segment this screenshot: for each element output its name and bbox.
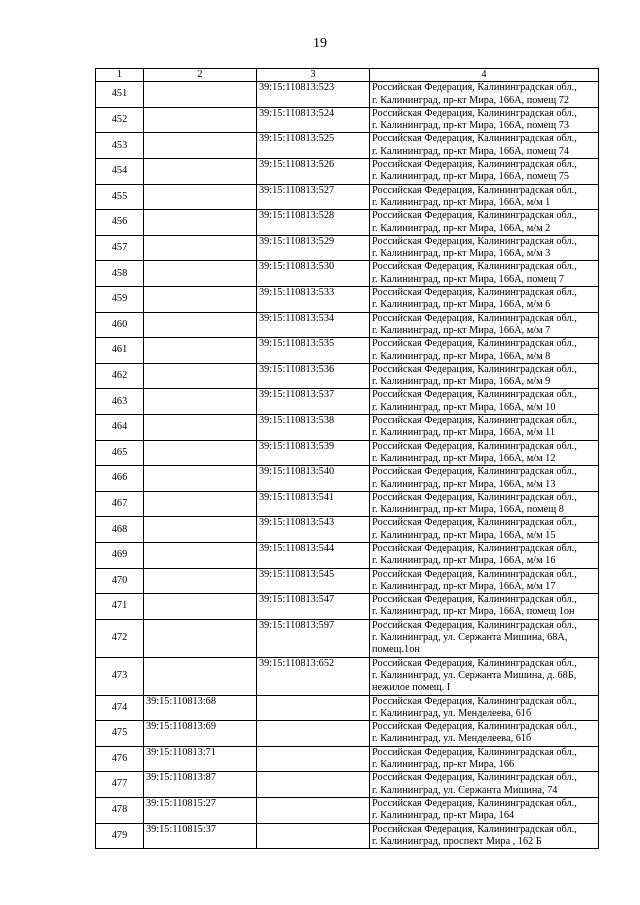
cadastral-number-land: 39:15:110813:68 — [144, 695, 257, 721]
cadastral-number-object: 39:15:110813:524 — [257, 107, 370, 133]
cadastral-number-object: 39:15:110813:547 — [257, 594, 370, 620]
row-number: 475 — [96, 721, 144, 747]
object-address: Российская Федерация, Калининградская обл., г. Калининград, пр-кт Мира, 166А, м/м 2 — [370, 210, 599, 236]
row-number: 464 — [96, 415, 144, 441]
column-header-3: 3 — [257, 69, 370, 82]
cadastral-number-land — [144, 389, 257, 415]
page-number: 19 — [313, 36, 327, 51]
object-address: Российская Федерация, Калининградская обл., г. Калининград, пр-кт Мира, 166А, помещ 72 — [370, 82, 599, 108]
column-header-4: 4 — [370, 69, 599, 82]
cadastral-number-object: 39:15:110813:541 — [257, 491, 370, 517]
row-number: 455 — [96, 184, 144, 210]
table-row — [96, 210, 599, 236]
object-address: Российская Федерация, Калининградская обл., г. Калининград, пр-кт Мира, 166А, м/м 1 — [370, 184, 599, 210]
cadastral-number-object — [257, 721, 370, 747]
cadastral-number-land — [144, 210, 257, 236]
row-number: 473 — [96, 657, 144, 695]
cadastral-number-object: 39:15:110813:534 — [257, 312, 370, 338]
cadastral-number-land — [144, 184, 257, 210]
cadastral-number-object: 39:15:110813:652 — [257, 657, 370, 695]
row-number: 462 — [96, 363, 144, 389]
table-row — [96, 466, 599, 492]
cadastral-number-land — [144, 594, 257, 620]
cadastral-number-land — [144, 517, 257, 543]
cadastral-number-land: 39:15:110815:27 — [144, 797, 257, 823]
cadastral-number-object: 39:15:110813:530 — [257, 261, 370, 287]
cadastral-number-object: 39:15:110813:533 — [257, 287, 370, 313]
row-number: 469 — [96, 542, 144, 568]
cadastral-number-land — [144, 159, 257, 185]
table-row — [96, 440, 599, 466]
object-address: Российская Федерация, Калининградская обл., г. Калининград, пр-кт Мира, 166А, м/м 10 — [370, 389, 599, 415]
table-row — [96, 133, 599, 159]
row-number: 463 — [96, 389, 144, 415]
object-address: Российская Федерация, Калининградская обл., г. Калининград, пр-кт Мира, 166А, помещ 1он — [370, 594, 599, 620]
cadastral-number-object: 39:15:110813:544 — [257, 542, 370, 568]
cadastral-number-land: 39:15:110813:87 — [144, 772, 257, 798]
table-row — [96, 491, 599, 517]
table-row — [96, 287, 599, 313]
cadastral-number-object: 39:15:110813:526 — [257, 159, 370, 185]
row-number: 467 — [96, 491, 144, 517]
table-row — [96, 184, 599, 210]
cadastral-number-land — [144, 235, 257, 261]
row-number: 457 — [96, 235, 144, 261]
row-number: 461 — [96, 338, 144, 364]
object-address: Российская Федерация, Калининградская обл., г. Калининград, пр-кт Мира, 164 — [370, 797, 599, 823]
table-row — [96, 721, 599, 747]
cadastral-number-land — [144, 82, 257, 108]
table-row — [96, 261, 599, 287]
table-row — [96, 235, 599, 261]
cadastral-number-object: 39:15:110813:545 — [257, 568, 370, 594]
row-number: 458 — [96, 261, 144, 287]
registry-table — [95, 68, 599, 849]
table-row — [96, 363, 599, 389]
cadastral-number-land — [144, 107, 257, 133]
row-number: 465 — [96, 440, 144, 466]
cadastral-number-land — [144, 363, 257, 389]
row-number: 472 — [96, 619, 144, 657]
table-row — [96, 312, 599, 338]
cadastral-number-object — [257, 797, 370, 823]
cadastral-number-object: 39:15:110813:535 — [257, 338, 370, 364]
object-address: Российская Федерация, Калининградская обл., г. Калининград, пр-кт Мира, 166А, помещ 8 — [370, 491, 599, 517]
cadastral-number-object: 39:15:110813:523 — [257, 82, 370, 108]
cadastral-number-land — [144, 312, 257, 338]
object-address: Российская Федерация, Калининградская обл., г. Калининград, пр-кт Мира, 166А, помещ 7 — [370, 261, 599, 287]
row-number: 454 — [96, 159, 144, 185]
object-address: Российская Федерация, Калининградская обл., г. Калининград, пр-кт Мира, 166А, м/м 3 — [370, 235, 599, 261]
row-number: 477 — [96, 772, 144, 798]
table-row — [96, 415, 599, 441]
cadastral-number-land — [144, 440, 257, 466]
cadastral-number-land — [144, 338, 257, 364]
row-number: 460 — [96, 312, 144, 338]
cadastral-number-land — [144, 261, 257, 287]
table-row — [96, 82, 599, 108]
cadastral-number-land: 39:15:110813:69 — [144, 721, 257, 747]
object-address: Российская Федерация, Калининградская обл., г. Калининград, пр-кт Мира, 166А, м/м 15 — [370, 517, 599, 543]
table-row — [96, 107, 599, 133]
object-address: Российская Федерация, Калининградская обл., г. Калининград, ул. Менделеева, 61б — [370, 695, 599, 721]
object-address: Российская Федерация, Калининградская обл., г. Калининград, пр-кт Мира, 166А, м/м 12 — [370, 440, 599, 466]
table-row — [96, 823, 599, 849]
table-row — [96, 772, 599, 798]
cadastral-number-land — [144, 133, 257, 159]
cadastral-number-land: 39:15:110813:71 — [144, 746, 257, 772]
cadastral-number-object — [257, 746, 370, 772]
table-row — [96, 159, 599, 185]
cadastral-number-object: 39:15:110813:538 — [257, 415, 370, 441]
row-number: 459 — [96, 287, 144, 313]
row-number: 474 — [96, 695, 144, 721]
table-row — [96, 797, 599, 823]
table-row — [96, 619, 599, 657]
table-row — [96, 517, 599, 543]
cadastral-number-object: 39:15:110813:540 — [257, 466, 370, 492]
cadastral-number-object: 39:15:110813:537 — [257, 389, 370, 415]
cadastral-number-land — [144, 287, 257, 313]
object-address: Российская Федерация, Калининградская обл., г. Калининград, пр-кт Мира, 166А, помещ 75 — [370, 159, 599, 185]
object-address: Российская Федерация, Калининградская обл., г. Калининград, ул. Сержанта Мишина, 74 — [370, 772, 599, 798]
row-number: 453 — [96, 133, 144, 159]
table-row — [96, 746, 599, 772]
cadastral-number-object: 39:15:110813:528 — [257, 210, 370, 236]
cadastral-number-land — [144, 491, 257, 517]
table-row — [96, 568, 599, 594]
cadastral-number-object — [257, 823, 370, 849]
cadastral-number-object: 39:15:110813:536 — [257, 363, 370, 389]
object-address: Российская Федерация, Калининградская обл., г. Калининград, пр-кт Мира, 166А, м/м 11 — [370, 415, 599, 441]
table-row — [96, 389, 599, 415]
object-address: Российская Федерация, Калининградская обл., г. Калининград, пр-кт Мира, 166А, помещ 74 — [370, 133, 599, 159]
object-address: Российская Федерация, Калининградская обл., г. Калининград, ул. Менделеева, 61б — [370, 721, 599, 747]
cadastral-number-land — [144, 542, 257, 568]
object-address: Российская Федерация, Калининградская обл., г. Калининград, пр-кт Мира, 166А, помещ 73 — [370, 107, 599, 133]
cadastral-number-land — [144, 415, 257, 441]
object-address: Российская Федерация, Калининградская обл., г. Калининград, пр-кт Мира, 166А, м/м 16 — [370, 542, 599, 568]
cadastral-number-object: 39:15:110813:529 — [257, 235, 370, 261]
cadastral-number-land — [144, 568, 257, 594]
cadastral-number-object: 39:15:110813:527 — [257, 184, 370, 210]
row-number: 471 — [96, 594, 144, 620]
row-number: 468 — [96, 517, 144, 543]
object-address: Российская Федерация, Калининградская обл., г. Калининград, пр-кт Мира, 166А, м/м 9 — [370, 363, 599, 389]
row-number: 451 — [96, 82, 144, 108]
row-number: 476 — [96, 746, 144, 772]
cadastral-number-object — [257, 772, 370, 798]
row-number: 456 — [96, 210, 144, 236]
cadastral-number-object: 39:15:110813:543 — [257, 517, 370, 543]
cadastral-number-land: 39:15:110815:37 — [144, 823, 257, 849]
cadastral-number-object: 39:15:110813:539 — [257, 440, 370, 466]
column-header-2: 2 — [144, 69, 257, 82]
row-number: 478 — [96, 797, 144, 823]
row-number: 466 — [96, 466, 144, 492]
cadastral-number-land — [144, 466, 257, 492]
row-number: 470 — [96, 568, 144, 594]
table-row — [96, 657, 599, 695]
cadastral-number-land — [144, 619, 257, 657]
table-row — [96, 542, 599, 568]
object-address: Российская Федерация, Калининградская обл., г. Калининград, пр-кт Мира, 166А, м/м 8 — [370, 338, 599, 364]
cadastral-number-object: 39:15:110813:525 — [257, 133, 370, 159]
row-number: 452 — [96, 107, 144, 133]
object-address: Российская Федерация, Калининградская обл., г. Калининград, пр-кт Мира, 166А, м/м 7 — [370, 312, 599, 338]
row-number: 479 — [96, 823, 144, 849]
table-row — [96, 695, 599, 721]
cadastral-number-object: 39:15:110813:597 — [257, 619, 370, 657]
cadastral-number-land — [144, 657, 257, 695]
object-address: Российская Федерация, Калининградская обл., г. Калининград, проспект Мира , 162 Б — [370, 823, 599, 849]
object-address: Российская Федерация, Калининградская обл., г. Калининград, пр-кт Мира, 166А, м/м 13 — [370, 466, 599, 492]
object-address: Российская Федерация, Калининградская обл., г. Калининград, ул. Сержанта Мишина, 68А, помещ.1он — [370, 619, 599, 657]
object-address: Российская Федерация, Калининградская обл., г. Калининград, пр-кт Мира, 166А, м/м 17 — [370, 568, 599, 594]
object-address: Российская Федерация, Калининградская обл., г. Калининград, ул. Сержанта Мишина, д. 68Б, нежилое помещ. I — [370, 657, 599, 695]
cadastral-number-object — [257, 695, 370, 721]
table-row — [96, 338, 599, 364]
header-row — [96, 69, 599, 82]
object-address: Российская Федерация, Калининградская обл., г. Калининград, пр-кт Мира, 166 — [370, 746, 599, 772]
column-header-1: 1 — [96, 69, 144, 82]
object-address: Российская Федерация, Калининградская обл., г. Калининград, пр-кт Мира, 166А, м/м 6 — [370, 287, 599, 313]
table-row — [96, 594, 599, 620]
